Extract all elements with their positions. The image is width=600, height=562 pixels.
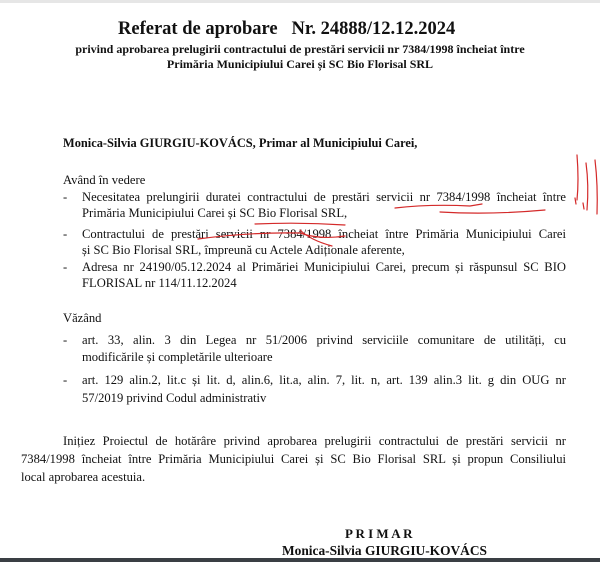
considering-heading: Având în vedere (63, 173, 146, 187)
list-item: Necesitatea prelungirii duratei contractului de prestări servicii nr 7384/1998 încheiat între (82, 190, 566, 204)
list-item-cont: 57/2019 privind Codul administrativ (82, 391, 267, 405)
paragraph-line: local aprobarea acestuia. (21, 470, 146, 484)
title-text: Referat de aprobare (118, 19, 278, 39)
list-item-cont: Primăria Municipiului Carei și SC Bio Florisal SRL, (82, 206, 348, 220)
seeing-heading: Văzând (63, 311, 102, 325)
vertical-mark (577, 155, 578, 200)
vertical-mark (595, 160, 597, 214)
tick-mark (575, 198, 576, 204)
subtitle-line-2: Primăria Municipiului Carei și SC Bio Florisal SRL (166, 57, 434, 71)
signature-role: P R I M A R (345, 526, 413, 541)
list-item: Contractului de prestări servicii nr 7384/1998 încheiat între Primăria Municipiului Carei (82, 227, 566, 241)
list-item: art. 129 alin.2, lit.c și lit. d, alin.6, lit.a, alin. 7, lit. n, art. 139 alin.3 lit. g din OUG nr (82, 373, 566, 387)
document-title (118, 18, 455, 40)
underline-mark (440, 210, 545, 213)
vertical-mark (586, 163, 588, 210)
list-item-cont: și SC Bio Florisal SRL, împreună cu Actele Adiționale aferente, (82, 243, 405, 257)
list-item-cont: FLORISAL nr 114/11.12.2024 (82, 276, 237, 290)
subtitle-line-1: privind aprobarea prelugirii contractului de prestări servicii nr 7384/1998 încheiat între (75, 42, 525, 56)
list-item: art. 33, alin. 3 din Legea nr 51/2006 privind serviciile comunitare de utilități, cu (82, 333, 566, 347)
document-number: Nr. 24888/12.12.2024 (291, 19, 456, 39)
bullet-dash: - (63, 333, 68, 347)
bottom-bar (0, 558, 600, 562)
paragraph-line: Inițiez Proiectul de hotărâre privind aprobarea prelugirii contractului de prestări servicii nr (63, 434, 566, 448)
bullet-dash: - (63, 190, 68, 204)
author-line: Monica-Silvia GIURGIU-KOVÁCS, Primar al Municipiului Carei, (63, 136, 418, 150)
bullet-dash: - (63, 227, 68, 241)
tick-mark (583, 203, 584, 209)
bullet-dash: - (63, 373, 68, 387)
list-item: Adresa nr 24190/05.12.2024 al Primăriei Municipiului Carei, precum și răspunsul SC BIO (82, 260, 566, 274)
underline-mark (255, 223, 345, 225)
paragraph-line: 7384/1998 încheiat între Primăria Municipiului Carei și SC Bio Florisal SRL și propun Consiliului (21, 452, 566, 466)
list-item-cont: modificările și completările ulterioare (82, 350, 273, 364)
top-border (0, 0, 600, 3)
signature-name: Monica-Silvia GIURGIU-KOVÁCS (282, 543, 487, 558)
bullet-dash: - (63, 260, 68, 274)
